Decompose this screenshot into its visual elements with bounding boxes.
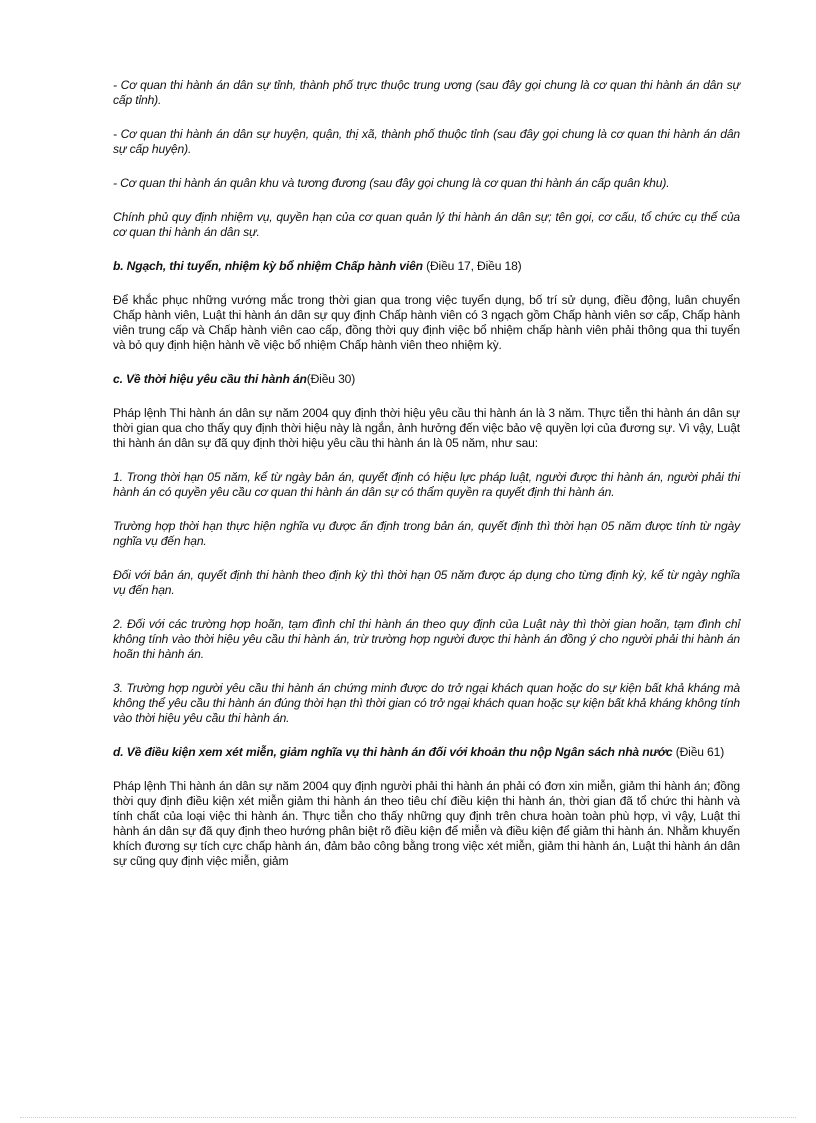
- section-c-body: Pháp lệnh Thi hành án dân sự năm 2004 quy định thời hiệu yêu cầu thi hành án là 3 năm. Thực tiễn thi hành án dân sự thời gian qua cho thấy quy định thời hiệu này là ngắn, ảnh hưởng đến việc bảo vệ quyền lợi của đương sự. Vì vậy, Luật thi hành án dân sự đã quy định thời hiệu yêu cầu thi hành án là 05 năm, như sau:: [113, 406, 740, 450]
- paragraph-provincial-agency: - Cơ quan thi hành án dân sự tỉnh, thành phố trực thuộc trung ương (sau đây gọi chung là cơ quan thi hành án dân sự cấp tỉnh).: [113, 78, 740, 107]
- section-b-title: b. Ngạch, thi tuyển, nhiệm kỳ bổ nhiệm Chấp hành viên: [113, 259, 423, 273]
- section-c-heading: [113, 372, 740, 387]
- section-d-body: Pháp lệnh Thi hành án dân sự năm 2004 quy định người phải thi hành án phải có đơn xin miễn, giảm thi hành án; đồng thời quy định điều kiện xét miễn giảm thi hành án theo tiêu chí điều kiện thi hành án, thời gian đã tổ chức thi hành và tính chất của loại việc thi hành án. Thực tiễn cho thấy những quy định trên chưa hoàn toàn phù hợp, vì vậy, Luật thi hành án dân sự đã quy định theo hướng phân biệt rõ điều kiện để miễn và điều kiện để giảm thi hành án. Nhằm khuyến khích đương sự tích cực chấp hành án, đảm bảo công bằng trong việc xét miễn, giảm thi hành án, Luật thi hành án dân sự cũng quy định việc miễn, giảm: [113, 779, 740, 868]
- page-bottom-divider: [20, 1117, 796, 1118]
- section-c-item-1: 1. Trong thời hạn 05 năm, kể từ ngày bản án, quyết định có hiệu lực pháp luật, người được thi hành án, người phải thi hành án có quyền yêu cầu cơ quan thi hành án dân sự có thẩm quyền ra quyết định thi hành án.: [113, 470, 740, 499]
- paragraph-district-agency: - Cơ quan thi hành án dân sự huyện, quận, thị xã, thành phố thuộc tỉnh (sau đây gọi chung là cơ quan thi hành án dân sự cấp huyện).: [113, 127, 740, 156]
- section-d-heading: [113, 745, 740, 760]
- section-c-item-1-periodic: Đối với bản án, quyết định thi hành theo định kỳ thì thời hạn 05 năm được áp dụng cho từng định kỳ, kể từ ngày nghĩa vụ đến hạn.: [113, 568, 740, 597]
- section-b-ref: (Điều 17, Điều 18): [422, 259, 522, 273]
- section-c-item-2: 2. Đối với các trường hợp hoãn, tạm đình chỉ thi hành án theo quy định của Luật này thì thời gian hoãn, tạm đình chỉ không tính vào thời hiệu yêu cầu thi hành án, trừ trường hợp người được thi hành án đồng ý cho người phải thi hành án hoãn thi hành án.: [113, 617, 740, 661]
- section-d-ref: (Điều 61): [672, 745, 725, 759]
- paragraph-military-agency: - Cơ quan thi hành án quân khu và tương đương (sau đây gọi chung là cơ quan thi hành án cấp quân khu).: [113, 176, 670, 190]
- section-c-item-1-case: Trường hợp thời hạn thực hiện nghĩa vụ được ấn định trong bản án, quyết định thì thời hạn 05 năm được tính từ ngày nghĩa vụ đến hạn.: [113, 519, 740, 548]
- section-c-title: c. Về thời hiệu yêu cầu thi hành án: [113, 372, 307, 386]
- section-b-heading: [113, 259, 740, 274]
- document-body: [113, 78, 740, 888]
- paragraph-government-regulation: Chính phủ quy định nhiệm vụ, quyền hạn của cơ quan quản lý thi hành án dân sự; tên gọi, cơ cấu, tổ chức cụ thể của cơ quan thi hành án dân sự.: [113, 210, 740, 239]
- section-d-title: d. Về điều kiện xem xét miễn, giảm nghĩa vụ thi hành án đối với khoản thu nộp Ngân sách nhà nước: [113, 745, 673, 759]
- section-c-item-3: 3. Trường hợp người yêu cầu thi hành án chứng minh được do trở ngại khách quan hoặc do sự kiện bất khả kháng mà không thể yêu cầu thi hành án đúng thời hạn thì thời gian có trở ngại khách quan hoặc sự kiện bất khả kháng không tính vào thời hiệu yêu cầu thi hành án.: [113, 681, 740, 725]
- section-c-ref: (Điều 30): [306, 372, 356, 386]
- section-b-body: Để khắc phục những vướng mắc trong thời gian qua trong việc tuyển dụng, bố trí sử dụng, điều động, luân chuyển Chấp hành viên, Luật thi hành án dân sự quy định Chấp hành viên có 3 ngạch gồm Chấp hành viên sơ cấp, Chấp hành viên trung cấp và Chấp hành viên cao cấp, đồng thời quy định việc bổ nhiệm chấp hành viên phải thông qua thi tuyển và bỏ quy định hiện hành về việc bổ nhiệm Chấp hành viên theo nhiệm kỳ.: [113, 293, 740, 352]
